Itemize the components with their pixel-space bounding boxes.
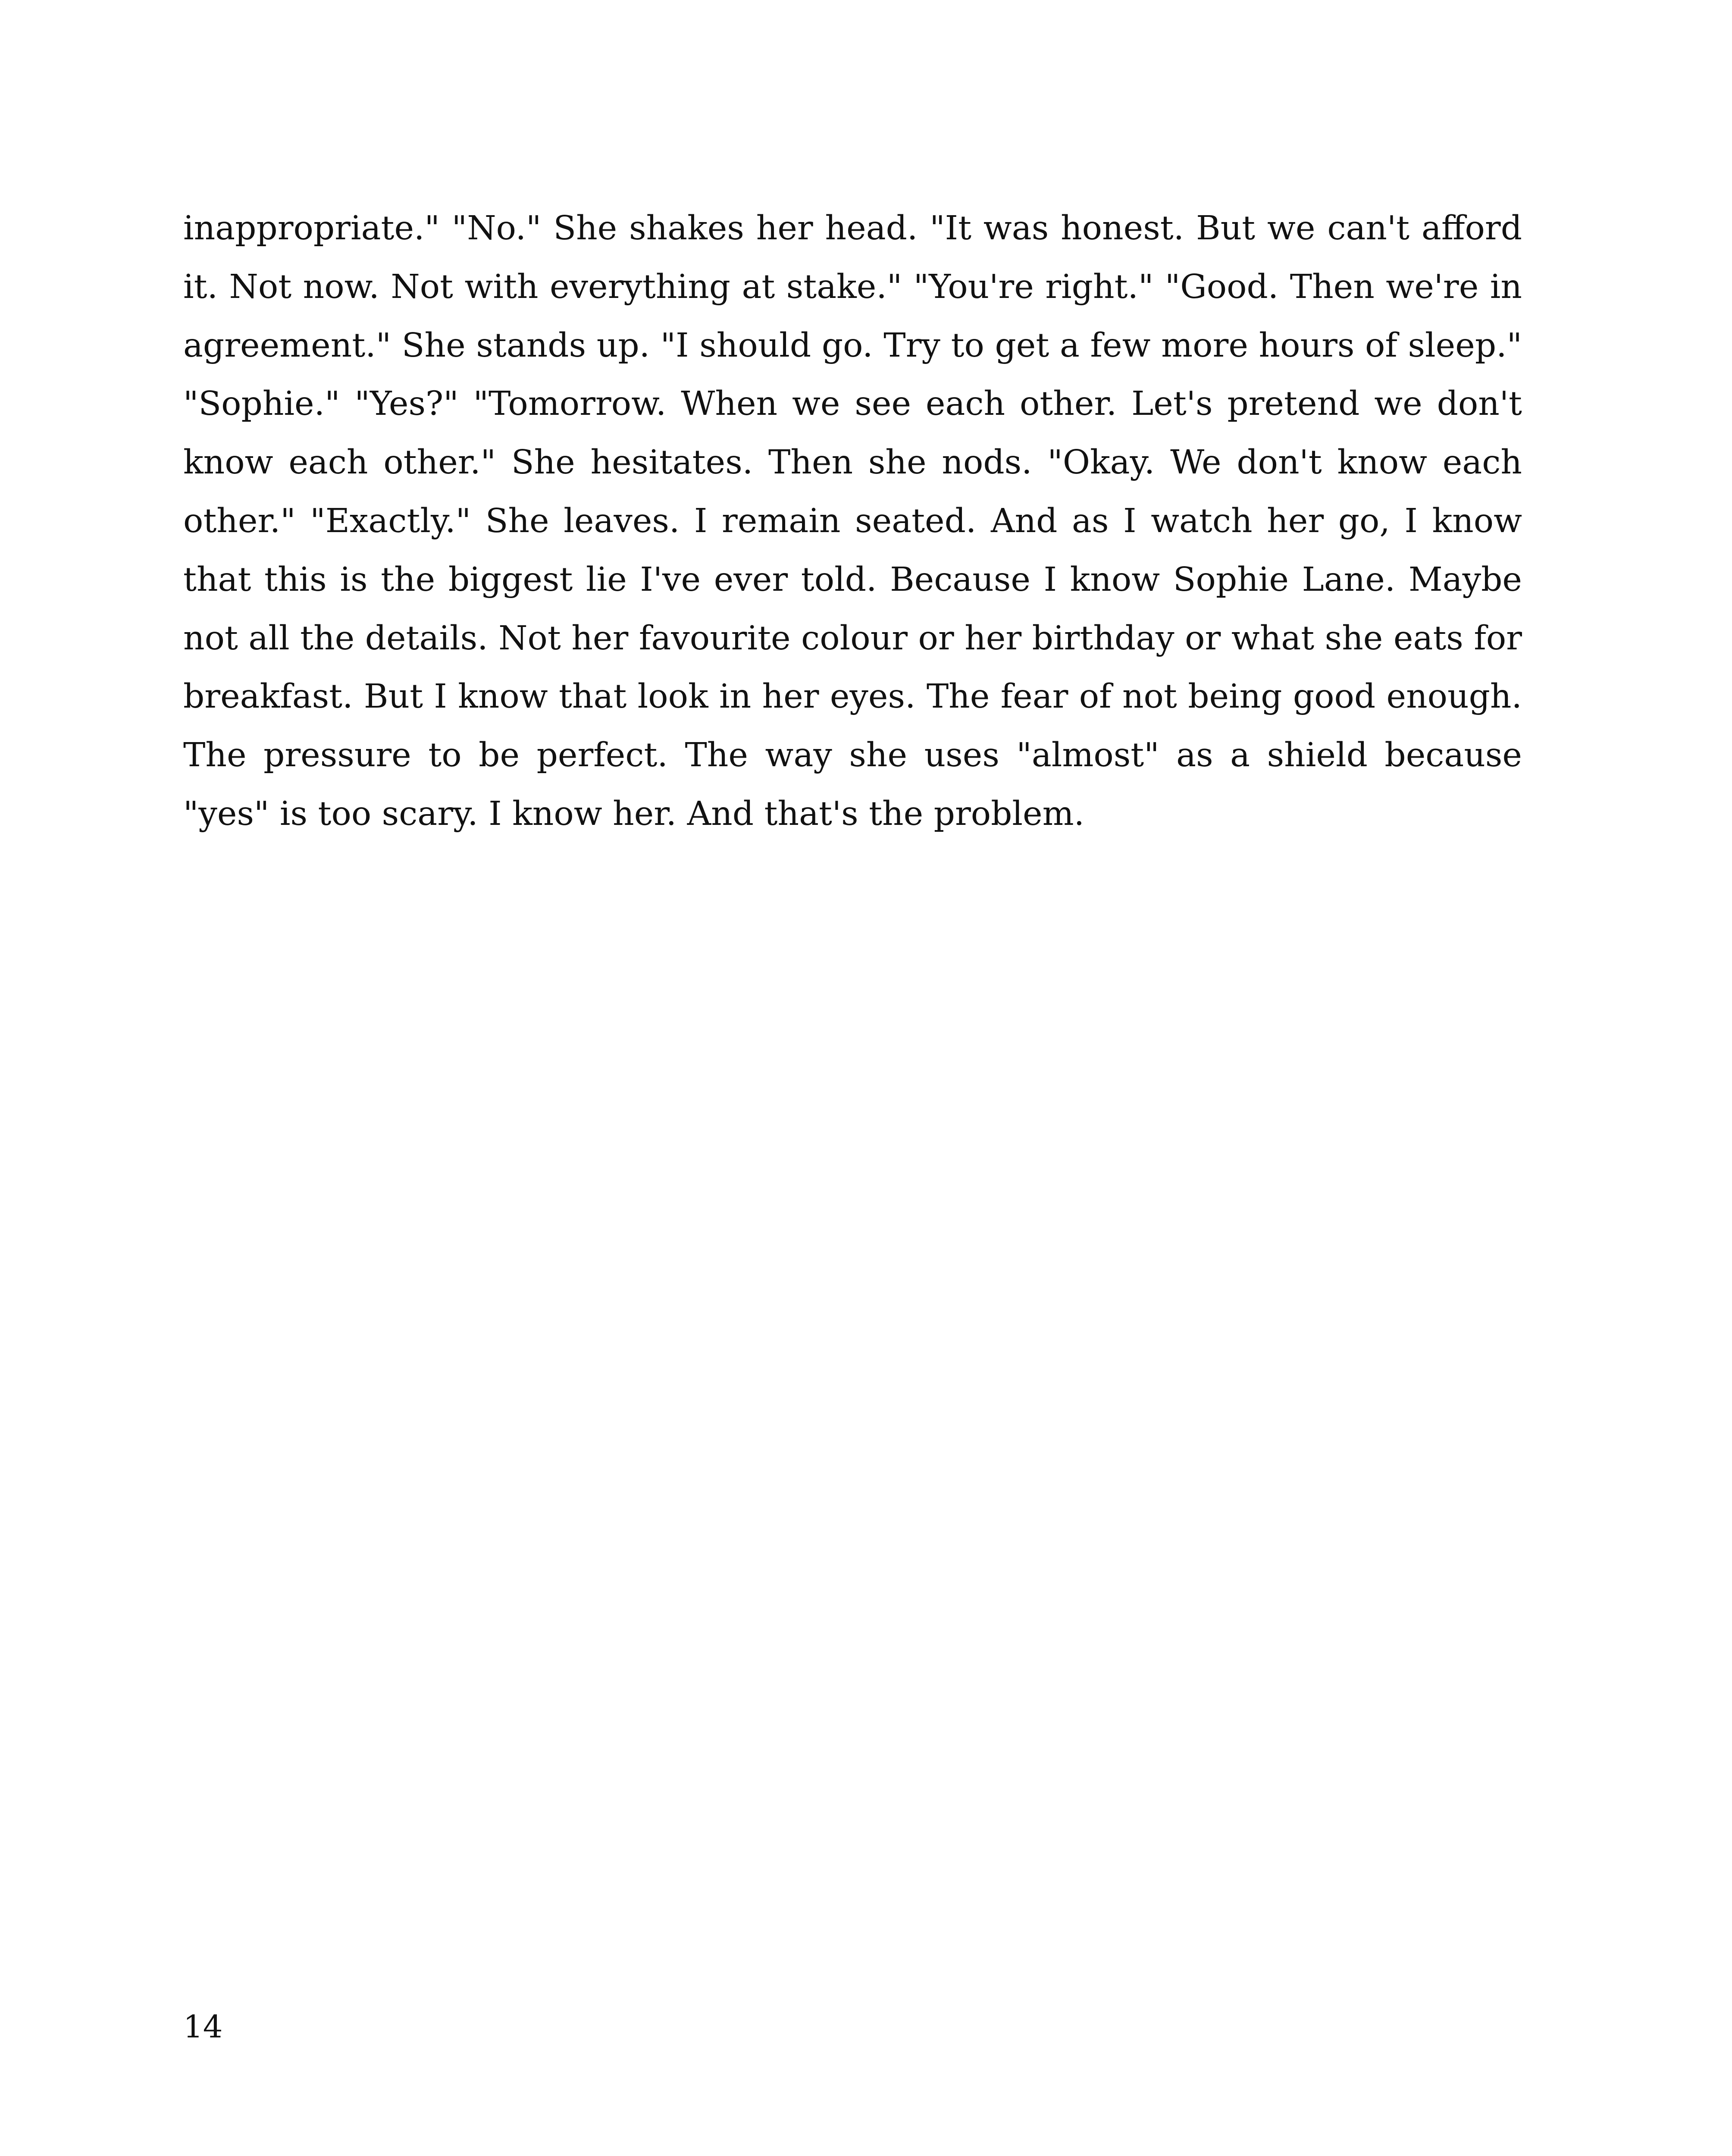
page-number: 14	[183, 2009, 223, 2045]
body-paragraph: inappropriate." "No." She shakes her head. "It was honest. But we can't afford it. Not now. Not with everything at stake." "You're right." "Good. Then we're in agreement." She stands up. "I should go. Try to get a few more hours of sleep." "Sophie." "Yes?" "Tomorrow. When we see each other. Let's pretend we don't know each other." She hesitates. Then she nods. "Okay. We don't know each other." "Exactly." She leaves. I remain seated. And as I watch her go, I know that this is the biggest lie I've ever told. Because I know Sophie Lane. Maybe not all the details. Not her favourite colour or her birthday or what she eats for breakfast. But I know that look in her eyes. The fear of not being good enough. The pressure to be perfect. The way she uses "almost" as a shield because "yes" is too scary. I know her. And that's the problem.	[183, 209, 1522, 833]
